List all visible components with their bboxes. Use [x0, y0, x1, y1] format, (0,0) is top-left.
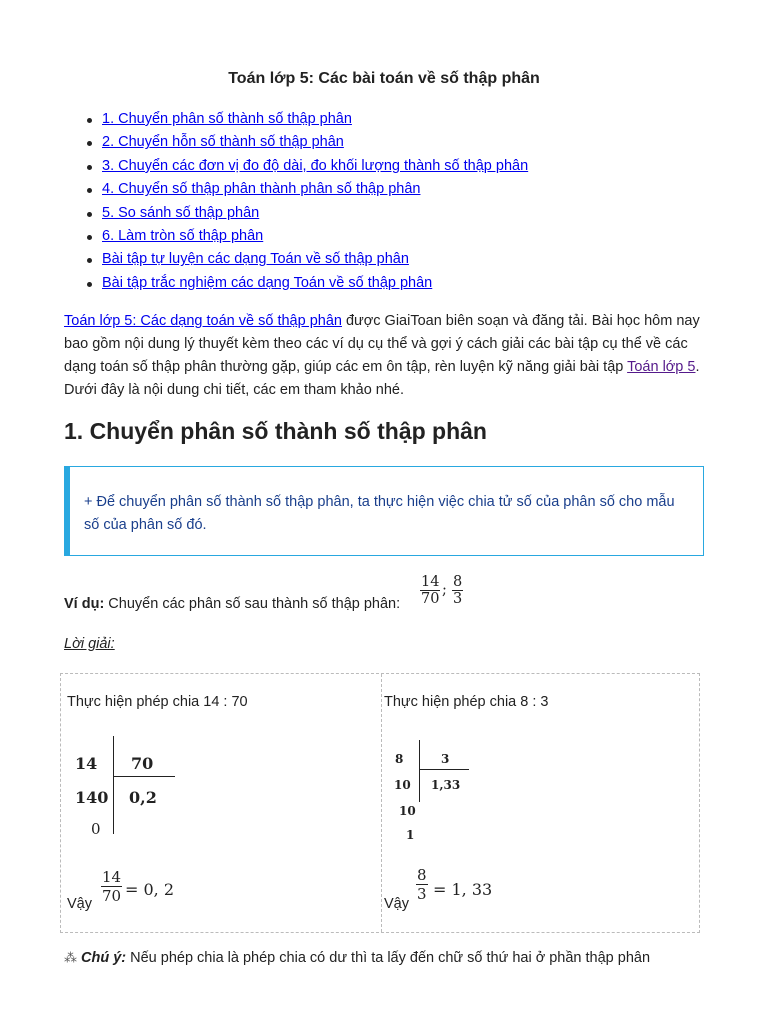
toc-link[interactable]: 3. Chuyển các đơn vị đo độ dài, đo khối lượng thành số thập phân	[102, 157, 529, 174]
left-result: = 0, 2	[125, 880, 175, 899]
toc-item	[84, 178, 528, 201]
example-text: Chuyển các phân số sau thành số thập phân:	[104, 596, 401, 612]
right-step2: 10	[399, 804, 416, 818]
solution-table	[60, 673, 700, 933]
toc-item	[84, 248, 528, 271]
right-result: = 1, 33	[433, 880, 493, 899]
toc-link[interactable]: 2. Chuyển hỗn số thành số thập phân	[102, 134, 344, 151]
left-dividend: 14	[75, 754, 98, 773]
left-remainder: 0	[91, 820, 101, 838]
toc-item	[84, 272, 528, 295]
right-remainder: 1	[406, 828, 415, 842]
toc-link[interactable]: 4. Chuyển số thập phân thành phân số thập phân	[102, 181, 421, 198]
left-quotient: 0,2	[129, 788, 157, 807]
section-heading: 1. Chuyển phân số thành số thập phân	[64, 418, 487, 444]
division-horizontal-line	[113, 776, 175, 777]
toc-link[interactable]: Bài tập trắc nghiệm các dạng Toán về số thập phân	[102, 274, 433, 291]
column-divider	[381, 674, 382, 932]
intro-text-end: . Dưới đây là nội dung chi tiết, các em tham khảo nhé.	[64, 359, 700, 398]
sparkle-icon: ⁂	[64, 950, 77, 965]
fraction-denominator: 70	[421, 591, 440, 607]
division-vertical-line	[113, 736, 114, 834]
toc-item	[84, 155, 528, 178]
table-of-contents	[84, 108, 528, 295]
division-horizontal-line	[419, 769, 469, 770]
fraction-numerator: 8	[453, 574, 463, 590]
toc-link[interactable]: Bài tập tự luyện các dạng Toán về số thập phân	[102, 251, 409, 268]
toc-link[interactable]: 1. Chuyển phân số thành số thập phân	[102, 111, 352, 127]
page-title: Toán lớp 5: Các bài toán về số thập phân	[228, 70, 540, 87]
note-label: Chú ý:	[81, 950, 127, 966]
fraction-numerator: 14	[102, 868, 122, 886]
right-divisor: 3	[441, 752, 450, 766]
fraction-14-70	[420, 574, 440, 607]
example-label: Ví dụ:	[64, 596, 105, 612]
right-caption: Thực hiện phép chia 8 : 3	[384, 694, 549, 710]
fraction-denominator: 3	[417, 885, 427, 903]
toc-item	[84, 202, 528, 225]
fraction-8-3	[452, 574, 463, 607]
note-text: Nếu phép chia là phép chia có dư thì ta lấy đến chữ số thứ hai ở phần thập phân	[126, 950, 651, 966]
toc-link[interactable]: 5. So sánh số thập phân	[102, 204, 260, 221]
right-step1: 10	[394, 778, 411, 792]
right-quotient: 1,33	[431, 778, 461, 792]
intro-text: được GiaiToan biên soạn và đăng tải. Bài học hôm nay bao gồm nội dung lý thuyết kèm theo các ví dụ cụ thể và gợi ý cách giải các bài tập cụ thể về các dạng toán số thập phân thường gặp, giúp các em ôn tập, rèn luyện kỹ năng giải bài tập	[64, 313, 700, 375]
toc-link[interactable]: 6. Làm tròn số thập phân	[102, 227, 264, 244]
left-caption: Thực hiện phép chia 14 : 70	[67, 694, 248, 710]
right-result-fraction	[416, 866, 428, 903]
toc-item	[84, 225, 528, 248]
left-step: 140	[75, 788, 109, 807]
note-line	[64, 950, 650, 966]
example-line	[64, 596, 400, 612]
right-dividend: 8	[395, 752, 404, 766]
division-vertical-line	[419, 740, 420, 802]
left-result-fraction	[101, 868, 122, 905]
fraction-denominator: 70	[102, 887, 122, 905]
fraction-numerator: 14	[421, 574, 440, 590]
solution-label: Lời giải:	[64, 636, 115, 652]
right-vay: Vậy	[384, 896, 409, 912]
fraction-denominator: 3	[453, 591, 463, 607]
toc-item	[84, 108, 528, 131]
toc-item	[84, 131, 528, 154]
fraction-separator: ;	[442, 582, 447, 598]
grade5-link[interactable]: Toán lớp 5	[627, 359, 696, 375]
left-vay: Vậy	[67, 896, 92, 912]
intro-paragraph	[64, 310, 704, 402]
intro-link[interactable]: Toán lớp 5: Các dạng toán về số thập phân	[64, 313, 342, 329]
left-divisor: 70	[131, 754, 154, 773]
rule-note-box	[64, 466, 704, 556]
rule-note-text: + Để chuyển phân số thành số thập phân, ta thực hiện việc chia tử số của phân số cho mẫu số của phân số đó.	[84, 494, 675, 533]
fraction-numerator: 8	[417, 866, 427, 884]
